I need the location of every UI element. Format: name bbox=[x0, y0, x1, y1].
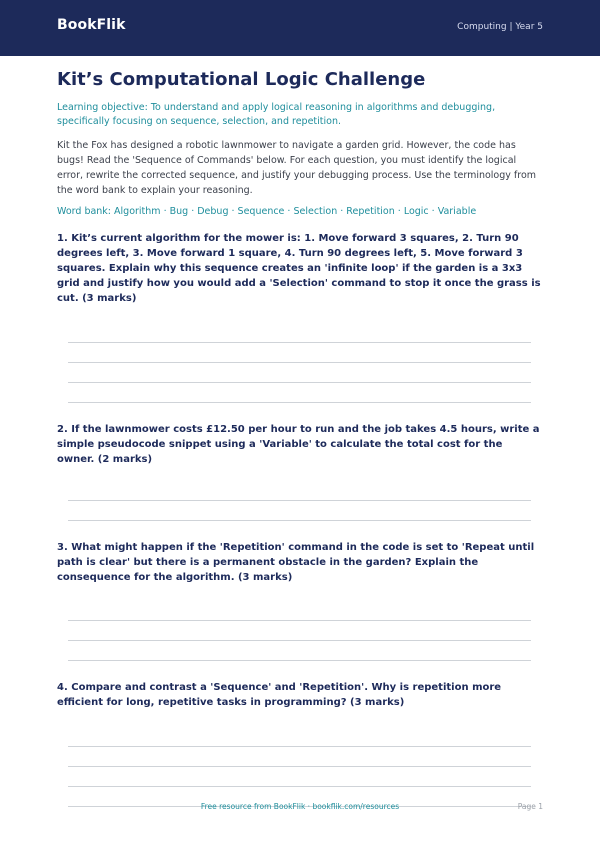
footer-resource-link[interactable]: Free resource from BookFlik · bookflik.com/resources bbox=[200, 802, 400, 811]
answer-lines-1 bbox=[57, 342, 543, 403]
intro-text: Kit the Fox has designed a robotic lawnmower to navigate a garden grid. However, the code has bugs! Read the 'Sequence of Commands' below. For each question, you must identify the logical error, rewrite the corrected sequence, and justify your debugging process. Use the terminology from the word bank to explain your reasoning. bbox=[57, 140, 537, 196]
answer-line[interactable] bbox=[68, 660, 531, 661]
page-title: Kit’s Computational Logic Challenge bbox=[57, 69, 426, 90]
answer-line[interactable] bbox=[68, 362, 531, 363]
brand-logo[interactable]: BookFlik bbox=[57, 17, 126, 33]
answer-lines-3 bbox=[57, 620, 543, 661]
answer-line[interactable] bbox=[68, 402, 531, 403]
worksheet-content bbox=[0, 69, 600, 807]
question-1: 1. Kit’s current algorithm for the mower is: 1. Move forward 3 squares, 2. Turn 90 degrees left, 3. Move forward 1 square, 4. Turn 90 degrees left, 5. Move forward 3 squares. Explain why this sequence creates an 'infinite loop' if the garden is a 3x3 grid and justify how you would add a 'Selection' command to stop it once the grass is cut. (3 marks) bbox=[57, 233, 541, 304]
word-bank: Word bank: Algorithm · Bug · Debug · Sequence · Selection · Repetition · Logic · Variable bbox=[57, 206, 477, 217]
answer-line[interactable] bbox=[68, 640, 531, 641]
answer-line[interactable] bbox=[68, 620, 531, 621]
answer-line[interactable] bbox=[68, 746, 531, 747]
question-3: 3. What might happen if the 'Repetition' command in the code is set to 'Repeat until path is clear' but there is a permanent obstacle in the garden? Explain the consequence for the algorithm. (3 marks) bbox=[57, 542, 535, 583]
answer-lines-2 bbox=[57, 500, 543, 521]
answer-line[interactable] bbox=[68, 382, 531, 383]
answer-line[interactable] bbox=[68, 342, 531, 343]
answer-line[interactable] bbox=[68, 520, 531, 521]
answer-line[interactable] bbox=[68, 786, 531, 787]
answer-line[interactable] bbox=[68, 766, 531, 767]
question-4: 4. Compare and contrast a 'Sequence' and 'Repetition'. Why is repetition more efficient for long, repetitive tasks in programming? (3 marks) bbox=[57, 682, 502, 708]
subject-label: Computing | Year 5 bbox=[457, 22, 543, 32]
page-number: Page 1 bbox=[517, 802, 543, 811]
answer-lines-4 bbox=[57, 746, 543, 807]
question-2: 2. If the lawnmower costs £12.50 per hour to run and the job takes 4.5 hours, write a simple pseudocode snippet using a 'Variable' to calculate the total cost for the owner. (2 marks) bbox=[57, 424, 540, 465]
page-header bbox=[0, 0, 600, 56]
learning-objective: Learning objective: To understand and apply logical reasoning in algorithms and debugging, specifically focusing on sequence, selection, and repetition. bbox=[57, 102, 496, 127]
answer-line[interactable] bbox=[68, 500, 531, 501]
